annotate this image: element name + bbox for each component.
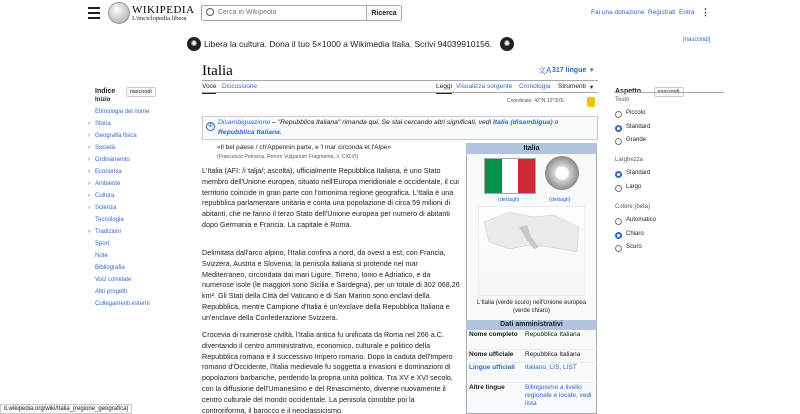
radio-width-1[interactable] <box>615 185 622 192</box>
main-menu-icon[interactable] <box>88 7 100 19</box>
toc-item[interactable]: Bibliografia <box>95 265 125 271</box>
logo-wordmark[interactable]: WIKIPEDIA <box>132 4 195 16</box>
chevron-right-icon[interactable]: › <box>88 193 90 199</box>
infobox-separator <box>466 362 597 363</box>
radio-text-0[interactable] <box>615 111 622 118</box>
tab-visualizza-sorgente[interactable]: Visualizza sorgente <box>456 83 513 90</box>
search-button[interactable]: Ricerca <box>366 6 401 20</box>
more-options-icon[interactable]: ⋮ <box>701 7 710 17</box>
toc-item[interactable]: Scienza <box>95 205 117 211</box>
toc-item[interactable]: Società <box>95 145 116 151</box>
infobox-separator <box>466 382 597 383</box>
toc-item[interactable]: Note <box>95 253 108 259</box>
infobox-title: Italia <box>466 143 597 154</box>
disambiguation-label[interactable]: Disambiguazione <box>218 119 271 126</box>
toc-item[interactable]: Geografia fisica <box>95 133 137 139</box>
toc-item[interactable]: Tradizioni <box>95 229 121 235</box>
infobox-value: Repubblica Italiana <box>525 351 581 358</box>
toc-item[interactable]: Voci correlate <box>95 277 132 283</box>
chevron-right-icon[interactable]: › <box>88 181 90 187</box>
infobox-value: Italiano, LIS, LIST <box>525 364 577 371</box>
radio-color-0[interactable] <box>615 218 622 225</box>
radio-text-1[interactable] <box>615 125 622 132</box>
chevron-right-icon[interactable]: › <box>88 121 90 127</box>
radio-color-2[interactable] <box>615 245 622 252</box>
lock-icon <box>587 97 595 107</box>
banner-text[interactable]: Libera la cultura. Dona il tuo 5×1000 a Wikimedia Italia. Scrivi 94039910156. <box>204 39 492 49</box>
language-button[interactable]: 317 lingue <box>552 67 587 74</box>
wikimedia-banner-icon: ✺ <box>187 37 201 51</box>
toc-item[interactable]: Inizio <box>95 97 111 103</box>
radio-width-0[interactable] <box>615 171 622 178</box>
map-svg <box>479 207 586 297</box>
appearance-options <box>615 97 725 267</box>
radio-label[interactable]: Automatico <box>626 217 657 223</box>
donate-link[interactable]: Fai una donazione <box>591 9 645 16</box>
toc-item[interactable]: Sport <box>95 241 110 247</box>
chevron-right-icon[interactable]: › <box>88 157 90 163</box>
chevron-right-icon[interactable]: › <box>88 145 90 151</box>
intro-paragraph: L'Italia (AFI: /iˈtalja/; ascolta), ufficialmente Repubblica Italiana, è uno Stato membro dell'Unione europea, situato nell'Europa meridionale e occidentale, il cui territorio coincide in gran parte con l'omonima regione geografica. L'Italia è una repubblica parlamentare unitaria e conta una popolazione di circa 59 milioni di abitanti, che ne fanno il terzo Stato dell'Unione europea per numero di abitanti dopo Germania e Francia. La capitale è Roma. <box>202 166 459 229</box>
tab-cronologia[interactable]: Cronologia <box>519 83 551 90</box>
login-link[interactable]: Entra <box>679 9 695 16</box>
map-caption: L'Italia (verde scuro) nell'Unione europea (verde chiaro) <box>476 300 587 314</box>
tools-chevron-icon[interactable]: ▾ <box>590 84 594 91</box>
toc-item[interactable]: Collegamenti esterni <box>95 301 150 307</box>
geography-paragraph: Delimitata dall'arco alpino, l'Italia confina a nord, da ovest a est, con Francia, Svizzera, Austria e Slovenia; la penisola italiana si protende nel mar Mediterraneo, circondata dai mari Ligure, Tirreno, Ionio e Adriatico, e da numerose isole (le maggiori sono Sicilia e Sardegna), per un totale di 302 068,26 km². Gli Stati della Città del Vaticano e di San Marino sono enclavi della Repubblica, mentre Campione d'Italia è un'exclave della Repubblica Italiana e un'enclave della Confederazione Svizzera. <box>202 248 460 322</box>
page-title: Italia <box>202 63 233 79</box>
status-url: it.wikipedia.org/wiki/Italia_(regione_geografica) <box>0 404 132 414</box>
chevron-right-icon[interactable]: › <box>88 169 90 175</box>
toc-item[interactable]: Storia <box>95 121 111 127</box>
toc-item[interactable]: Ordinamento <box>95 157 130 163</box>
language-icon[interactable]: 文A <box>538 66 552 75</box>
history-paragraph: Crocevia di numerose civiltà, l'Italia antica fu unificata da Roma nel 266 a.C. diventando il centro amministrativo, economico, culturale e politico della Repubblica romana e il successivo Impero romano. Dopo la caduta dell'Impero romano d'Occidente, l'Italia medievale fu soggetta a invasioni e dominazioni di popolazioni barbariche, perdendo la propria unità politica. Tra XV e XVI secolo, con la diffusione dell'Umanesimo e del Rinascimento, divenne nuovamente il centro culturale del mondo occidentale. La penisola conobbe poi la controriforma, il barocco e il neoclassicismo. <box>202 330 453 414</box>
link-italia-disambigua[interactable]: Italia (disambigua) <box>492 119 553 126</box>
infobox-key: Nome completo <box>469 331 518 338</box>
flag-image[interactable] <box>484 158 536 194</box>
infobox-separator <box>466 349 597 350</box>
radio-text-2[interactable] <box>615 138 622 145</box>
disambiguation-text <box>218 118 594 138</box>
quote[interactable]: «Il bel paese / ch'Appennin parte, e 'l mar circonda et l'Alpe» <box>217 144 391 151</box>
appearance-group-title: Larghezza <box>615 157 644 163</box>
chevron-right-icon[interactable]: › <box>88 133 90 139</box>
toc-item[interactable]: Ambiente <box>95 181 121 187</box>
logo-tagline: L'enciclopedia libera <box>132 15 187 22</box>
radio-label[interactable]: Grande <box>626 137 647 143</box>
radio-label[interactable]: Standard <box>626 123 651 130</box>
tabs-divider <box>202 92 598 93</box>
toc-hide-button[interactable]: nascondi <box>126 87 156 97</box>
toc-list <box>88 97 187 327</box>
radio-label[interactable]: Scuro <box>626 244 642 250</box>
quote-source: (Francesco Petrarca, Rerum Vulgarium Fragmenta, s. CXLVI) <box>217 154 359 160</box>
coordinates[interactable]: Coordinate: 42°N 12°30′E <box>507 98 565 104</box>
admin-data-header: Dati amministrativi <box>466 320 597 330</box>
search-input[interactable] <box>218 6 358 19</box>
appearance-panel <box>615 80 725 98</box>
tab-leggi[interactable]: Leggi <box>436 83 452 94</box>
infobox-key: Altre lingue <box>469 384 505 391</box>
chevron-down-icon[interactable]: ▾ <box>590 67 594 74</box>
appearance-group-title: Testo <box>615 97 630 103</box>
radio-label[interactable]: Largo <box>626 183 642 190</box>
search-icon <box>206 8 214 16</box>
tab-voce[interactable]: Voce <box>202 83 216 94</box>
infobox-value: Bilinguismo a livello regionale e locale, vedi lista <box>525 384 592 407</box>
toc-item[interactable]: Economia <box>95 169 122 175</box>
tools-menu[interactable]: Strumenti <box>558 83 586 90</box>
link-repubblica-italiana[interactable]: Repubblica Italiana <box>218 129 280 136</box>
register-link[interactable]: Registrati <box>648 9 676 16</box>
toc-title: Indice <box>95 88 116 95</box>
chevron-right-icon[interactable]: › <box>88 229 90 235</box>
title-divider <box>202 80 598 81</box>
infobox-rows <box>466 331 597 414</box>
wikimedia-banner-icon-right: ✺ <box>500 37 514 51</box>
toc-item[interactable]: Tecnologia <box>95 217 124 223</box>
banner-hide-link[interactable]: [nascondi] <box>683 37 711 43</box>
disambiguation-end: . <box>279 129 282 136</box>
location-map[interactable] <box>478 206 585 296</box>
tab-discussione[interactable]: Discussione <box>222 83 258 90</box>
emblem-details-link[interactable]: (dettagli) <box>549 197 571 203</box>
wikipedia-logo-icon[interactable] <box>108 2 130 24</box>
infobox-value: Repubblica Italiana <box>525 331 581 338</box>
radio-label[interactable]: Chiaro <box>626 230 644 237</box>
infobox-key: Nome ufficiale <box>469 351 514 358</box>
infobox-key: Lingue ufficiali <box>469 364 515 371</box>
info-icon: ⊕ <box>207 123 214 129</box>
emblem-image[interactable] <box>545 156 579 190</box>
chevron-right-icon[interactable]: › <box>88 205 90 211</box>
radio-color-1[interactable] <box>615 232 622 239</box>
disambiguation-body: – "Repubblica Italiana" rimanda qui. Se stai cercando altri significati, vedi <box>270 119 493 126</box>
appearance-divider <box>614 92 724 93</box>
toc-item[interactable]: Etimologia del nome <box>95 109 150 115</box>
disambiguation-or: o <box>552 119 559 126</box>
toc <box>95 80 187 98</box>
radio-label[interactable]: Piccolo <box>626 110 646 116</box>
appearance-group-title: Colore (beta) <box>615 204 651 210</box>
radio-label[interactable]: Standard <box>626 170 651 176</box>
toc-item[interactable]: Cultura <box>95 193 115 199</box>
toc-item[interactable]: Altri progetti <box>95 289 128 295</box>
flag-details-link[interactable]: (dettagli) <box>498 197 520 203</box>
